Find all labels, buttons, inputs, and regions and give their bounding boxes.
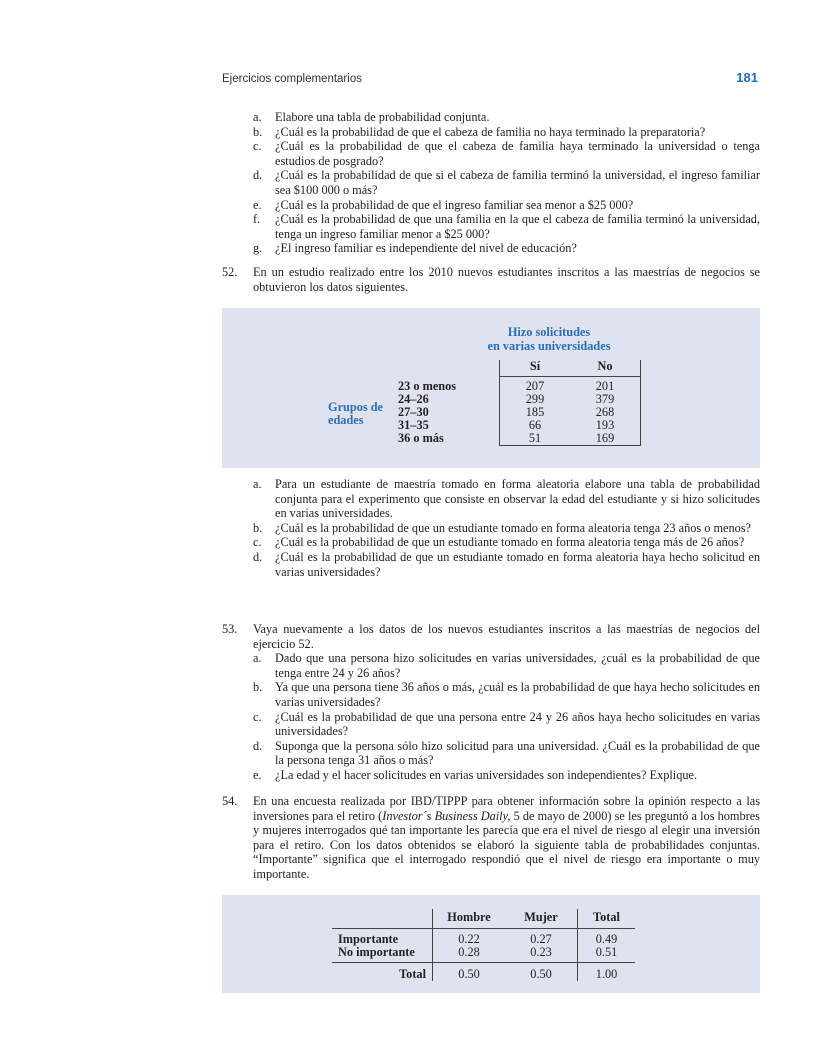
list-item [222, 241, 760, 256]
item-letter: e. [253, 767, 262, 782]
row-label: 24–26 [398, 392, 429, 406]
table-cell: 185 [500, 406, 571, 419]
table-row [392, 377, 641, 394]
item-letter: c. [253, 709, 262, 724]
item-text: Para un estudiante de maestría tomado en forma aleatoria elabore una tabla de probabilidad conjunta para el experimento que consiste en observar la edad del estudiante y si hizo solicitudes en varias universidades. [275, 477, 760, 521]
list-item [222, 168, 760, 197]
column-header: Total [578, 909, 636, 929]
table-cell: 169 [570, 432, 641, 446]
table-row [332, 946, 635, 963]
item-letter: a. [253, 477, 262, 491]
row-label: 23 o menos [398, 378, 457, 393]
item-text: ¿Cuál es la probabilidad de que una persona entre 24 y 26 años haya hecho solicitudes en varias universidades? [275, 709, 760, 739]
column-header: Sí [500, 360, 571, 377]
corner-cell [332, 909, 433, 929]
item-text: Dado que una persona hizo solicitudes en varias universidades, ¿cuál es la probabilidad de que tenga entre 24 y 26 años? [275, 651, 760, 680]
table-cell: 201 [570, 377, 641, 394]
table-cell: 379 [570, 393, 641, 406]
corner-cell [392, 360, 500, 377]
list-item [222, 739, 760, 768]
exercise-text: En un estudio realizado entre los 2010 nuevos estudiantes inscritos a las maestrías de negocios se obtuvieron los datos siguientes. [253, 265, 760, 294]
item-text: Suponga que la persona sólo hizo solicitud para una universidad. ¿Cuál es la probabilidad de que la persona tenga 31 años o más? [275, 738, 760, 768]
exercise-54 [222, 794, 760, 882]
list-item [222, 110, 760, 125]
list-item [222, 198, 760, 213]
table-cell: 0.50 [433, 963, 506, 982]
row-label: Importante [338, 932, 399, 946]
row-group-label: Grupos de edades [328, 400, 384, 427]
table-row [392, 432, 641, 446]
exercise-number: 53. [222, 622, 238, 636]
list-item [222, 710, 760, 739]
table-cell: 0.22 [433, 929, 506, 947]
row-label: 27–30 [398, 405, 429, 419]
list-item [222, 535, 760, 550]
exercise-number: 54. [222, 794, 238, 808]
list-item [222, 212, 760, 241]
item-text: Elabore una tabla de probabilidad conjunta. [275, 110, 490, 124]
text-part: 5 de mayo de 2000) se les preguntó a los hombres y mujeres interrogados qué tan importante les parecía que era el nivel de riesgo al elegir una inversión para el retiro. Con los datos obtenidos se elaboró la siguiente tabla de probabilidades conjuntas. “Importante” significa que el interrogado respondió que el nivel de riesgo era importante o muy importante. [253, 808, 760, 881]
item-text: ¿El ingreso familiar es independiente del nivel de educación? [275, 241, 577, 256]
age-table-box [222, 308, 760, 468]
item-text: ¿Cuál es la probabilidad de que el ingreso familiar sea menor a $25 000? [275, 197, 634, 212]
age-table [392, 360, 641, 446]
table-cell: 299 [500, 393, 571, 406]
table-cell: 0.23 [505, 946, 578, 963]
item-letter: g. [253, 241, 263, 256]
column-header: No [570, 360, 641, 377]
row-label: 31–35 [398, 418, 429, 432]
page-number: 181 [736, 70, 758, 85]
item-text: Ya que una persona tiene 36 años o más, ¿cuál es la probabilidad de que haya hecho solicitudes en varias universidades? [275, 680, 760, 709]
item-letter: b. [253, 124, 263, 139]
list-item [222, 550, 760, 579]
item-letter: c. [253, 139, 262, 154]
table-cell: 51 [500, 432, 571, 446]
row-label: 36 o más [398, 431, 444, 446]
table-title-line1: Hizo solicitudes [507, 325, 591, 339]
table-cell: 1.00 [578, 963, 636, 982]
table-title [484, 326, 614, 353]
item-letter: f. [253, 212, 261, 227]
item-letter: e. [253, 197, 262, 212]
table-cell: 207 [500, 377, 571, 394]
item-text: ¿Cuál es la probabilidad de que el cabeza de familia no haya terminado la preparatoria? [275, 124, 706, 139]
item-text: ¿Cuál es la probabilidad de que si el cabeza de familia terminó la universidad, el ingreso familiar sea $100 000 o más? [275, 168, 760, 197]
table-cell: 0.49 [578, 929, 636, 947]
section-title: Ejercicios complementarios [222, 73, 362, 85]
exercise-text [253, 794, 760, 882]
list-item [222, 680, 760, 709]
list-item [222, 477, 760, 521]
exercise-53 [222, 622, 760, 783]
table-cell: 0.50 [530, 967, 552, 981]
exercise-52-items [222, 477, 760, 579]
item-text: ¿Cuál es la probabilidad de que el cabeza de familia haya terminado la universidad o tenga estudios de posgrado? [275, 139, 760, 168]
item-letter: a. [253, 110, 262, 124]
table-cell: 66 [500, 419, 571, 432]
item-letter: a. [253, 651, 262, 666]
item-letter: c. [253, 535, 262, 550]
risk-table-box [222, 895, 760, 993]
table-cell: 0.27 [530, 932, 552, 946]
table-cell: 0.28 [433, 946, 506, 963]
item-letter: b. [253, 680, 263, 695]
table-title-line2: en varias universidades [487, 338, 611, 353]
page-header [222, 70, 758, 85]
list-item [222, 139, 760, 168]
table-cell: 268 [570, 406, 641, 419]
table-cell: 193 [570, 419, 641, 432]
item-letter: d. [253, 168, 263, 183]
list-item [222, 651, 760, 680]
item-letter: d. [253, 549, 263, 564]
source-citation: Investor´s Business Daily, [382, 808, 511, 823]
row-label: No importante [332, 946, 433, 963]
exercise-number: 52. [222, 265, 238, 279]
item-text: ¿Cuál es la probabilidad de que un estudiante tomado en forma aleatoria tenga 23 años o menos? [275, 520, 752, 535]
item-text: ¿Cuál es la probabilidad de que un estudiante tomado en forma aleatoria haya hecho solicitud en varias universidades? [275, 549, 760, 579]
item-letter: b. [253, 520, 263, 535]
list-item [222, 768, 760, 783]
risk-table [332, 909, 635, 981]
text-part: En una encuesta realizada por IBD/TIPPP para obtener información sobre la opinión respecto a las inversiones para el retiro ( [253, 794, 760, 823]
exercise-52 [222, 265, 760, 294]
row-label: Total [399, 967, 426, 981]
exercise-text: Vaya nuevamente a los datos de los nuevos estudiantes inscritos a las maestrías de negocios del ejercicio 52. [253, 622, 760, 651]
table-row [332, 929, 635, 947]
list-item [222, 125, 760, 140]
item-text: ¿Cuál es la probabilidad de que un estudiante tomado en forma aleatoria tenga más de 26 años? [275, 535, 745, 550]
item-text: ¿Cuál es la probabilidad de que una familia en la que el cabeza de familia terminó la universidad, tenga un ingreso familiar menor a $25 000? [275, 212, 760, 241]
item-letter: d. [253, 738, 263, 753]
item-text: ¿La edad y el hacer solicitudes en varias universidades son independientes? Explique. [275, 767, 698, 782]
total-row [332, 963, 635, 982]
column-header: Hombre [433, 909, 506, 929]
column-header: Mujer [505, 909, 578, 929]
list-item [222, 521, 760, 536]
intro-items [222, 110, 760, 256]
table-cell: 0.51 [578, 946, 636, 963]
